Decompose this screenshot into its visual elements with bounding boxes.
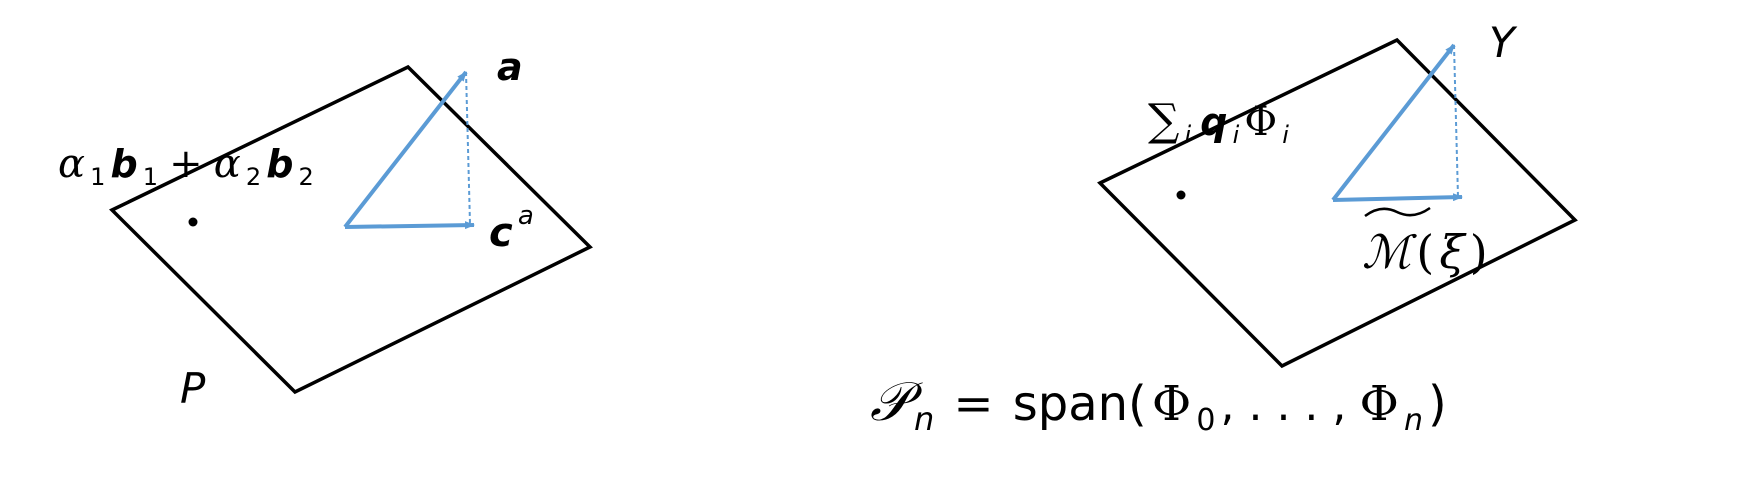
plane-pn [1100, 40, 1575, 366]
perpendicular-dashed-left [466, 72, 470, 224]
label-projection-c: c a [489, 201, 534, 256]
perpendicular-dashed-right [1454, 45, 1458, 197]
label-projection-m: ℳ ( ξ ) [1362, 225, 1488, 279]
label-sum-q-phi: ∑ i q i Φ i [1148, 95, 1289, 149]
projection-c-arrow [345, 225, 474, 227]
label-vector-a: a [497, 45, 523, 89]
projection-m-arrow [1333, 197, 1462, 200]
left-panel [58, 45, 590, 413]
label-plane-p: P [180, 364, 206, 413]
vector-a-arrow [345, 72, 466, 227]
tilde-accent [1365, 208, 1430, 216]
origin-dot-left [189, 218, 198, 227]
vector-y-arrow [1333, 45, 1454, 200]
label-span-definition: 𝒫 n = span( Φ 0 , . . . , Φ n ) [870, 370, 1447, 438]
origin-dot-right [1177, 191, 1186, 200]
label-vector-y: Y [1489, 18, 1515, 67]
label-linear-combination: α 1 b 1 + α 2 b 2 [58, 141, 314, 191]
right-panel [870, 18, 1575, 438]
